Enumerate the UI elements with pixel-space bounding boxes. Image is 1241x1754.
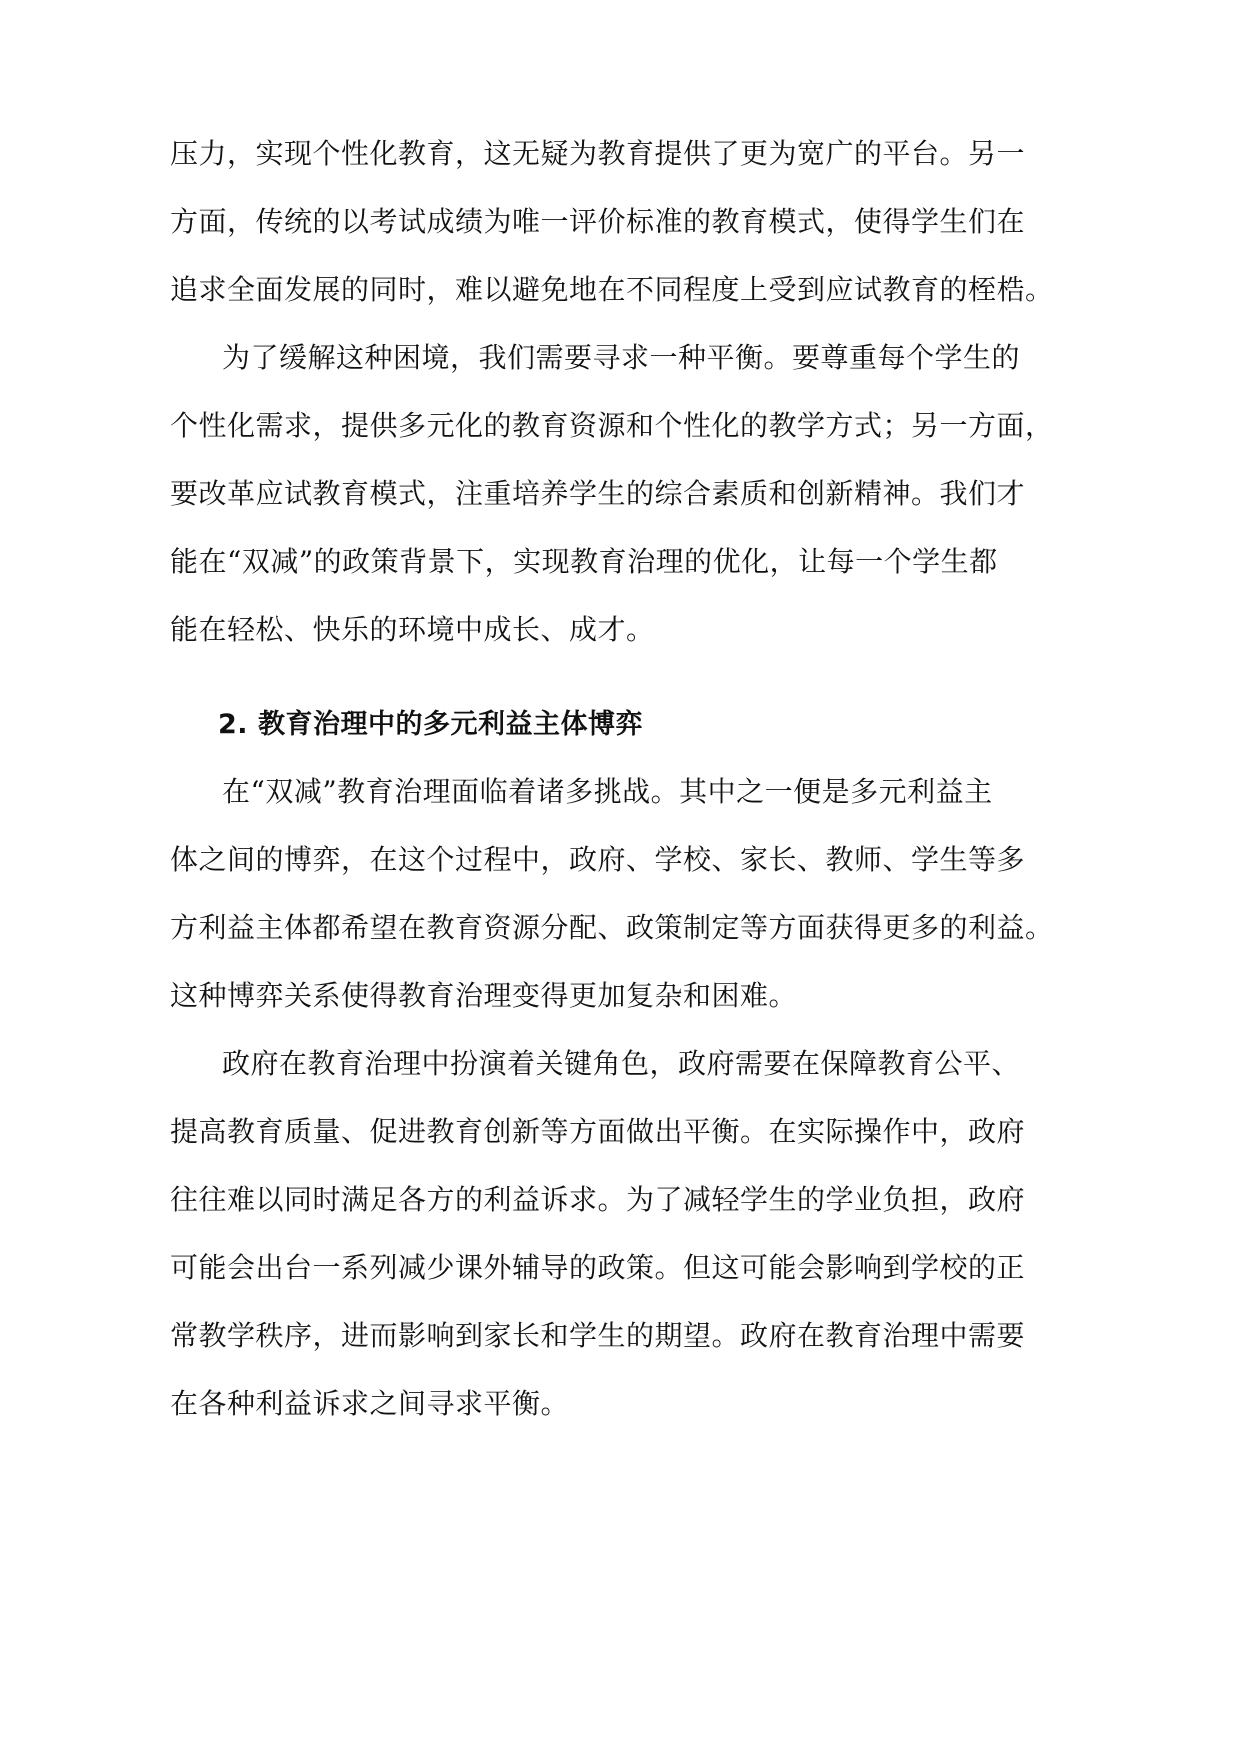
paragraph-4-line-6: 在各种利益诉求之间寻求平衡。 bbox=[170, 1387, 570, 1420]
paragraph-2-line-4: 能在“双减”的政策背景下，实现教育治理的优化，让每一个学生都 bbox=[170, 545, 998, 578]
paragraph-4-line-1: 政府在教育治理中扮演着关键角色，政府需要在保障教育公平、 bbox=[222, 1047, 1021, 1080]
paragraph-3-line-1: 在“双减”教育治理面临着诸多挑战。其中之一便是多元利益主 bbox=[222, 775, 993, 808]
paragraph-1-line-2: 方面，传统的以考试成绩为唯一评价标准的教育模式，使得学生们在 bbox=[170, 205, 1026, 238]
paragraph-3-line-3: 方利益主体都希望在教育资源分配、政策制定等方面获得更多的利益。 bbox=[170, 911, 1054, 944]
paragraph-2-line-1: 为了缓解这种困境，我们需要寻求一种平衡。要尊重每个学生的 bbox=[222, 341, 1021, 374]
paragraph-4-line-3: 往往难以同时满足各方的利益诉求。为了减轻学生的学业负担，政府 bbox=[170, 1183, 1026, 1216]
section-heading: 2. 教育治理中的多元利益主体博弈 bbox=[218, 709, 643, 740]
paragraph-2-line-2: 个性化需求，提供多元化的教育资源和个性化的教学方式；另一方面， bbox=[170, 409, 1054, 442]
paragraph-4-line-2: 提高教育质量、促进教育创新等方面做出平衡。在实际操作中，政府 bbox=[170, 1115, 1026, 1148]
paragraph-2-line-3: 要改革应试教育模式，注重培养学生的综合素质和创新精神。我们才 bbox=[170, 477, 1026, 510]
paragraph-1-line-1: 压力，实现个性化教育，这无疑为教育提供了更为宽广的平台。另一 bbox=[170, 137, 1026, 170]
paragraph-3-line-2: 体之间的博弈，在这个过程中，政府、学校、家长、教师、学生等多 bbox=[170, 843, 1026, 876]
paragraph-2-line-5: 能在轻松、快乐的环境中成长、成才。 bbox=[170, 613, 655, 646]
paragraph-4-line-5: 常教学秩序，进而影响到家长和学生的期望。政府在教育治理中需要 bbox=[170, 1319, 1026, 1352]
paragraph-4-line-4: 可能会出台一系列减少课外辅导的政策。但这可能会影响到学校的正 bbox=[170, 1251, 1026, 1284]
paragraph-3-line-4: 这种博弈关系使得教育治理变得更加复杂和困难。 bbox=[170, 979, 798, 1012]
paragraph-1-line-3: 追求全面发展的同时，难以避免地在不同程度上受到应试教育的桎梏。 bbox=[170, 273, 1054, 306]
